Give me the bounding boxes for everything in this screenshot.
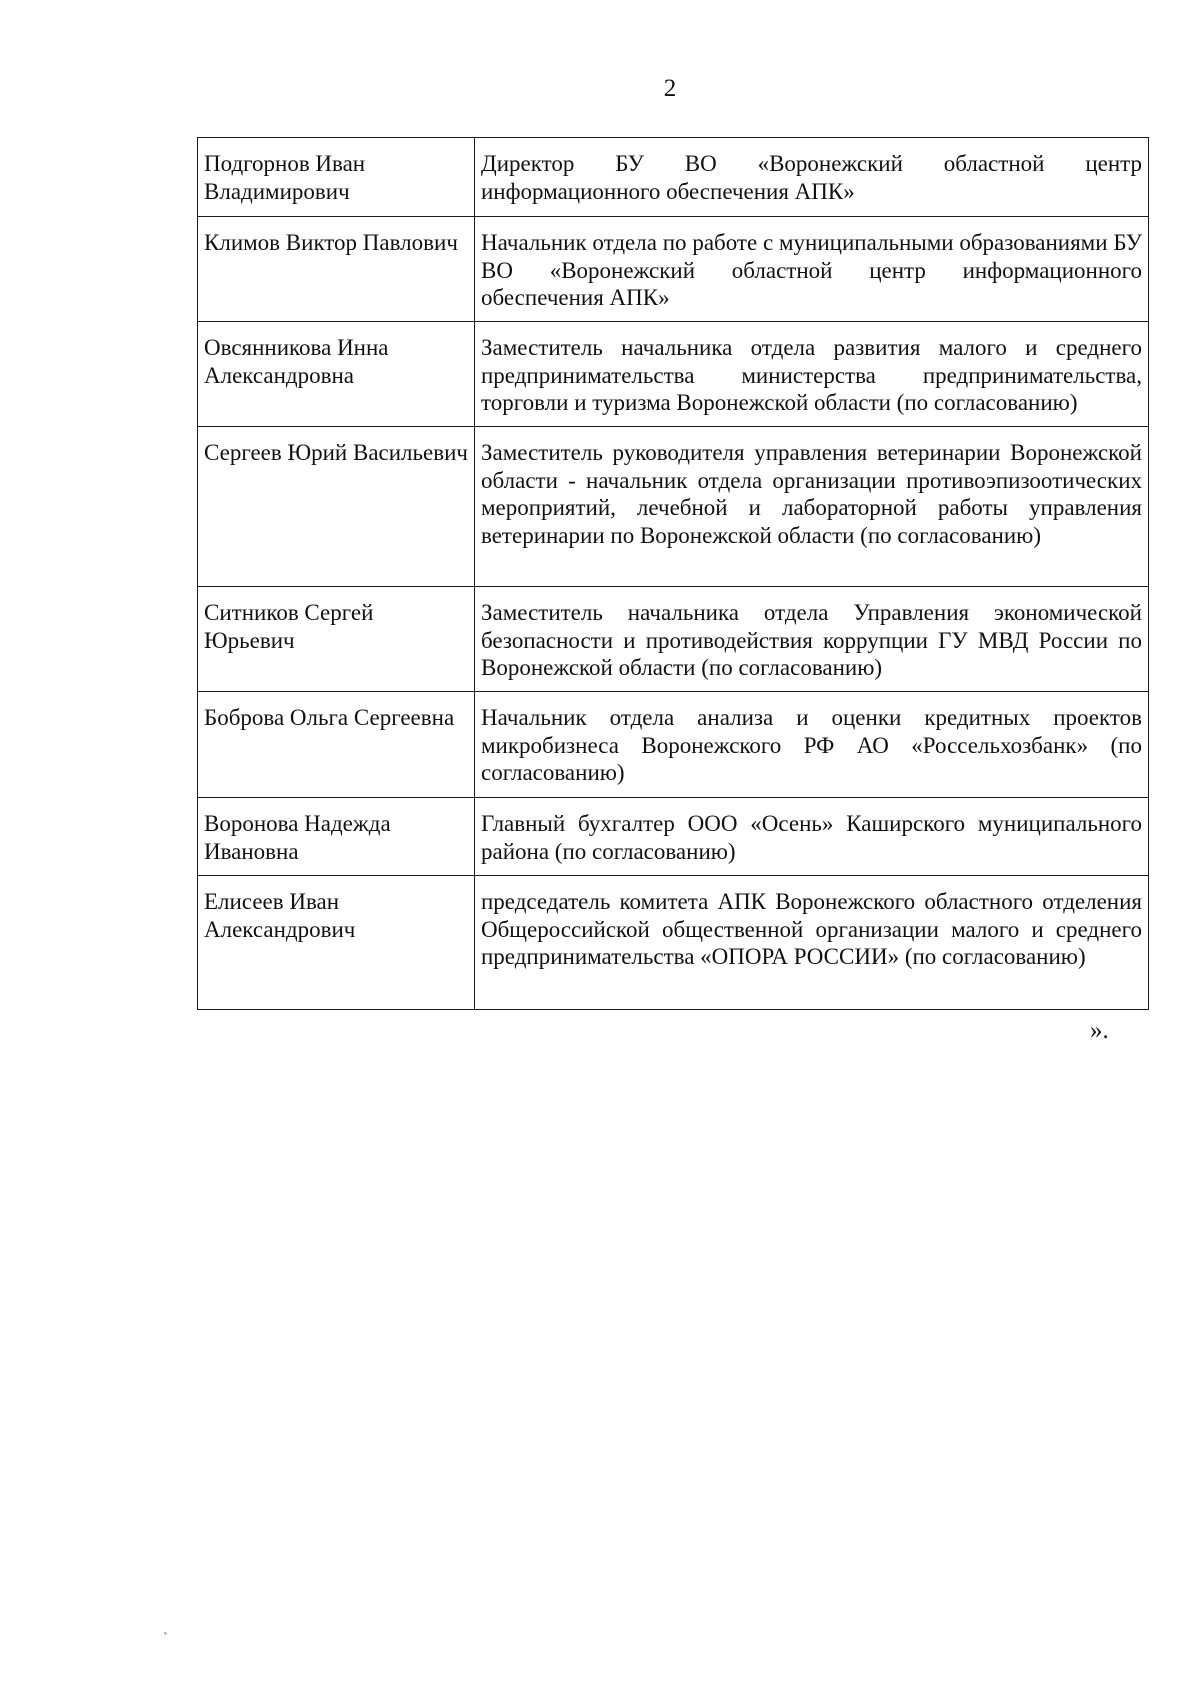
member-name: Воронова Надежда Ивановна: [198, 798, 475, 876]
member-position: председатель комитета АПК Воронежского областного отделения Общероссийской общественной организации малого и среднего предпринимательства «ОПОРА РОССИИ» (по согласованию): [475, 876, 1149, 1010]
corner-mark: `: [163, 1631, 168, 1646]
member-name: Елисеев Иван Александрович: [198, 876, 475, 1010]
closing-quote: ».: [1090, 1017, 1109, 1044]
member-name: Подгорнов Иван Владимирович: [198, 138, 475, 217]
table-row: [198, 798, 1149, 876]
member-name: Ситников Сергей Юрьевич: [198, 587, 475, 692]
table-row: [198, 427, 1149, 587]
member-position: Заместитель начальника отдела развития малого и среднего предпринимательства министерства предпринимательства, торговли и туризма Воронежской области (по согласованию): [475, 322, 1149, 427]
page-number: 2: [663, 75, 677, 102]
table-row: [198, 217, 1149, 322]
member-position: Начальник отдела анализа и оценки кредитных проектов микробизнеса Воронежского РФ АО «Россельхозбанк» (по согласованию): [475, 692, 1149, 798]
member-name: Боброва Ольга Сергеевна: [198, 692, 475, 798]
table-row: [198, 692, 1149, 798]
member-position: Главный бухгалтер ООО «Осень» Каширского муниципального района (по согласованию): [475, 798, 1149, 876]
member-name: Овсянникова Инна Александровна: [198, 322, 475, 427]
table-row: [198, 138, 1149, 217]
table-row: [198, 322, 1149, 427]
members-table: [197, 137, 1149, 1010]
member-name: Климов Виктор Павлович: [198, 217, 475, 322]
member-position: Начальник отдела по работе с муниципальными образованиями БУ ВО «Воронежский областной центр информационного обеспечения АПК»: [475, 217, 1149, 322]
table-row: [198, 587, 1149, 692]
member-position: Заместитель начальника отдела Управления экономической безопасности и противодействия коррупции ГУ МВД России по Воронежской области (по согласованию): [475, 587, 1149, 692]
member-position: Заместитель руководителя управления ветеринарии Воронежской области - начальник отдела организации противоэпизоотических мероприятий, лечебной и лабораторной работы управления ветеринарии по Воронежской области (по согласованию): [475, 427, 1149, 587]
table-row: [198, 876, 1149, 1010]
member-position: Директор БУ ВО «Воронежский областной центр информационного обеспечения АПК»: [475, 138, 1149, 217]
member-name: Сергеев Юрий Васильевич: [198, 427, 475, 587]
